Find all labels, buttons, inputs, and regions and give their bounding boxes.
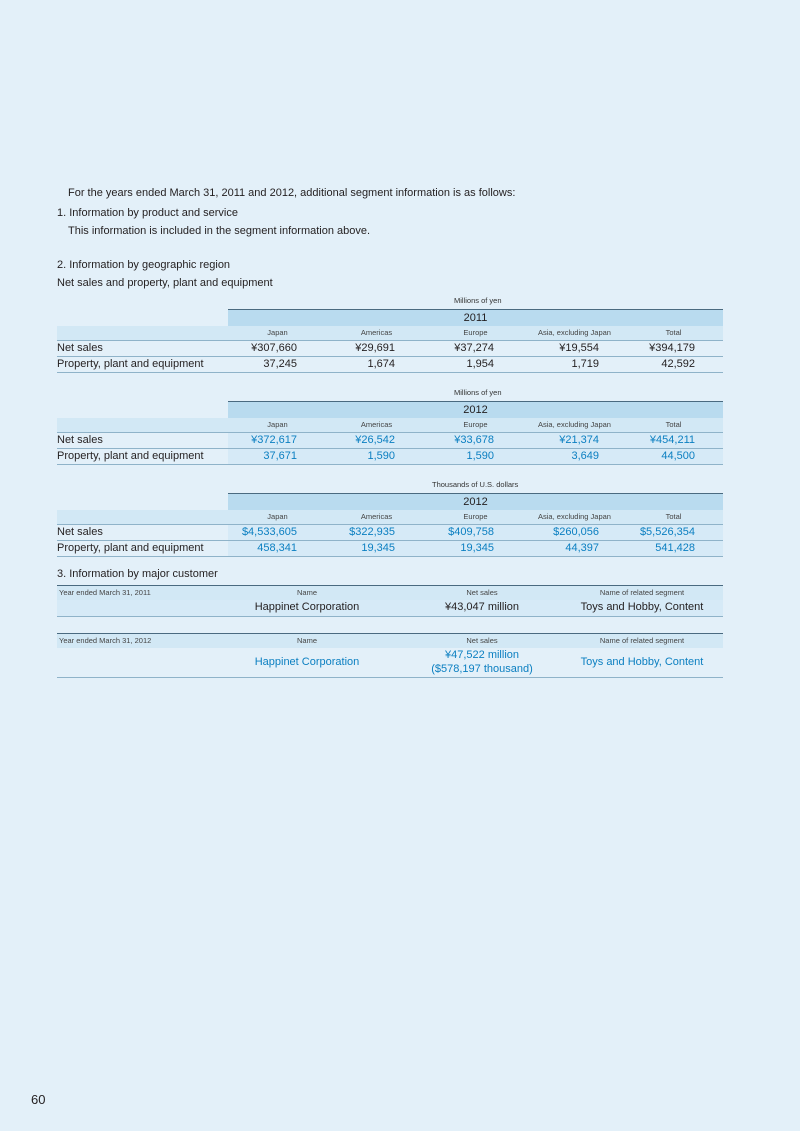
cell-total: 44,500 (661, 450, 695, 462)
cell-asia: 44,397 (565, 542, 599, 554)
year-header: 2012 (228, 401, 723, 419)
year-header: 2011 (228, 309, 723, 327)
customer-table-2011 (57, 585, 723, 618)
period-label: Year ended March 31, 2011 (59, 588, 151, 597)
section1-body: This information is included in the segment information above. (68, 225, 371, 237)
section2-subtitle: Net sales and property, plant and equipment (57, 277, 273, 289)
cell-asia: ¥21,374 (559, 434, 599, 446)
column-header-row (57, 633, 723, 649)
col-asia: Asia, excluding Japan (538, 512, 611, 521)
cell-japan: ¥372,617 (251, 434, 297, 446)
row-label: Net sales (57, 526, 103, 538)
cell-total: ¥454,211 (649, 434, 695, 446)
geo-table-2012-usd (57, 480, 723, 552)
cell-europe: ¥33,678 (454, 434, 494, 446)
cell-americas: 1,674 (367, 358, 395, 370)
row-label: Net sales (57, 434, 103, 446)
table-row (57, 525, 723, 541)
cell-americas: ¥26,542 (355, 434, 395, 446)
table-row (57, 449, 723, 465)
intro-text: For the years ended March 31, 2011 and 2012, additional segment information is as follows: (68, 187, 516, 199)
column-header-row (57, 326, 723, 341)
col-net-sales: Net sales (466, 636, 498, 645)
column-header-row (57, 510, 723, 525)
cell-europe: ¥37,274 (454, 342, 494, 354)
col-americas: Americas (360, 420, 393, 429)
year-header: 2012 (228, 493, 723, 511)
cell-americas: ¥29,691 (355, 342, 395, 354)
table-row (57, 341, 723, 357)
period-label: Year ended March 31, 2012 (59, 636, 152, 645)
customer-sales-line1: ¥47,522 million (445, 649, 519, 661)
cell-japan: 37,245 (263, 358, 297, 370)
col-japan: Japan (267, 512, 288, 521)
col-segment: Name of related segment (599, 636, 685, 645)
customer-sales-line2: ($578,197 thousand) (431, 663, 533, 675)
table-row (57, 357, 723, 373)
page-number: 60 (31, 1092, 46, 1107)
column-header-row (57, 418, 723, 433)
customer-table-2012 (57, 633, 723, 679)
col-name: Name (296, 588, 317, 597)
cell-japan: 37,671 (263, 450, 297, 462)
table-row (57, 648, 723, 678)
cell-total: $5,526,354 (639, 526, 695, 538)
cell-europe: 1,954 (466, 358, 494, 370)
col-japan: Japan (267, 328, 288, 337)
cell-asia: $260,056 (553, 526, 599, 538)
customer-name: Happinet Corporation (254, 656, 360, 668)
row-label: Net sales (57, 342, 103, 354)
section1-title: 1. Information by product and service (57, 207, 238, 219)
col-name: Name (296, 636, 317, 645)
col-japan: Japan (267, 420, 288, 429)
table-row (57, 600, 723, 617)
cell-total: 541,428 (655, 542, 695, 554)
col-segment: Name of related segment (599, 588, 685, 597)
column-header-row (57, 585, 723, 601)
cell-europe: 19,345 (460, 542, 494, 554)
col-europe: Europe (463, 512, 488, 521)
customer-segment: Toys and Hobby, Content (580, 656, 704, 668)
col-net-sales: Net sales (466, 588, 498, 597)
col-europe: Europe (463, 328, 488, 337)
geo-table-2012-yen (57, 388, 723, 460)
col-americas: Americas (360, 512, 393, 521)
col-total: Total (665, 512, 682, 521)
cell-americas: 1,590 (367, 450, 395, 462)
col-americas: Americas (360, 328, 393, 337)
unit-label: Millions of yen (454, 388, 502, 397)
section3-title: 3. Information by major customer (57, 568, 218, 580)
geo-table-2011-yen (57, 296, 723, 368)
cell-japan: $4,533,605 (241, 526, 297, 538)
col-europe: Europe (463, 420, 488, 429)
cell-asia: 3,649 (571, 450, 599, 462)
cell-japan: 458,341 (257, 542, 297, 554)
section2-title: 2. Information by geographic region (57, 259, 231, 271)
cell-japan: ¥307,660 (251, 342, 297, 354)
cell-asia: 1,719 (571, 358, 599, 370)
col-total: Total (665, 420, 682, 429)
cell-europe: $409,758 (448, 526, 494, 538)
col-asia: Asia, excluding Japan (538, 420, 611, 429)
unit-label: Millions of yen (454, 296, 502, 305)
cell-americas: $322,935 (349, 526, 395, 538)
col-asia: Asia, excluding Japan (538, 328, 611, 337)
table-row (57, 433, 723, 449)
row-label: Property, plant and equipment (57, 358, 204, 370)
row-label: Property, plant and equipment (57, 542, 204, 554)
cell-total: 42,592 (661, 358, 695, 370)
cell-asia: ¥19,554 (559, 342, 599, 354)
unit-label: Thousands of U.S. dollars (432, 480, 519, 489)
table-row (57, 541, 723, 557)
customer-segment: Toys and Hobby, Content (580, 601, 704, 613)
customer-name: Happinet Corporation (254, 601, 360, 613)
col-total: Total (665, 328, 682, 337)
cell-europe: 1,590 (466, 450, 494, 462)
cell-americas: 19,345 (361, 542, 395, 554)
customer-sales: ¥43,047 million (445, 601, 519, 613)
cell-total: ¥394,179 (649, 342, 695, 354)
row-label: Property, plant and equipment (57, 450, 204, 462)
